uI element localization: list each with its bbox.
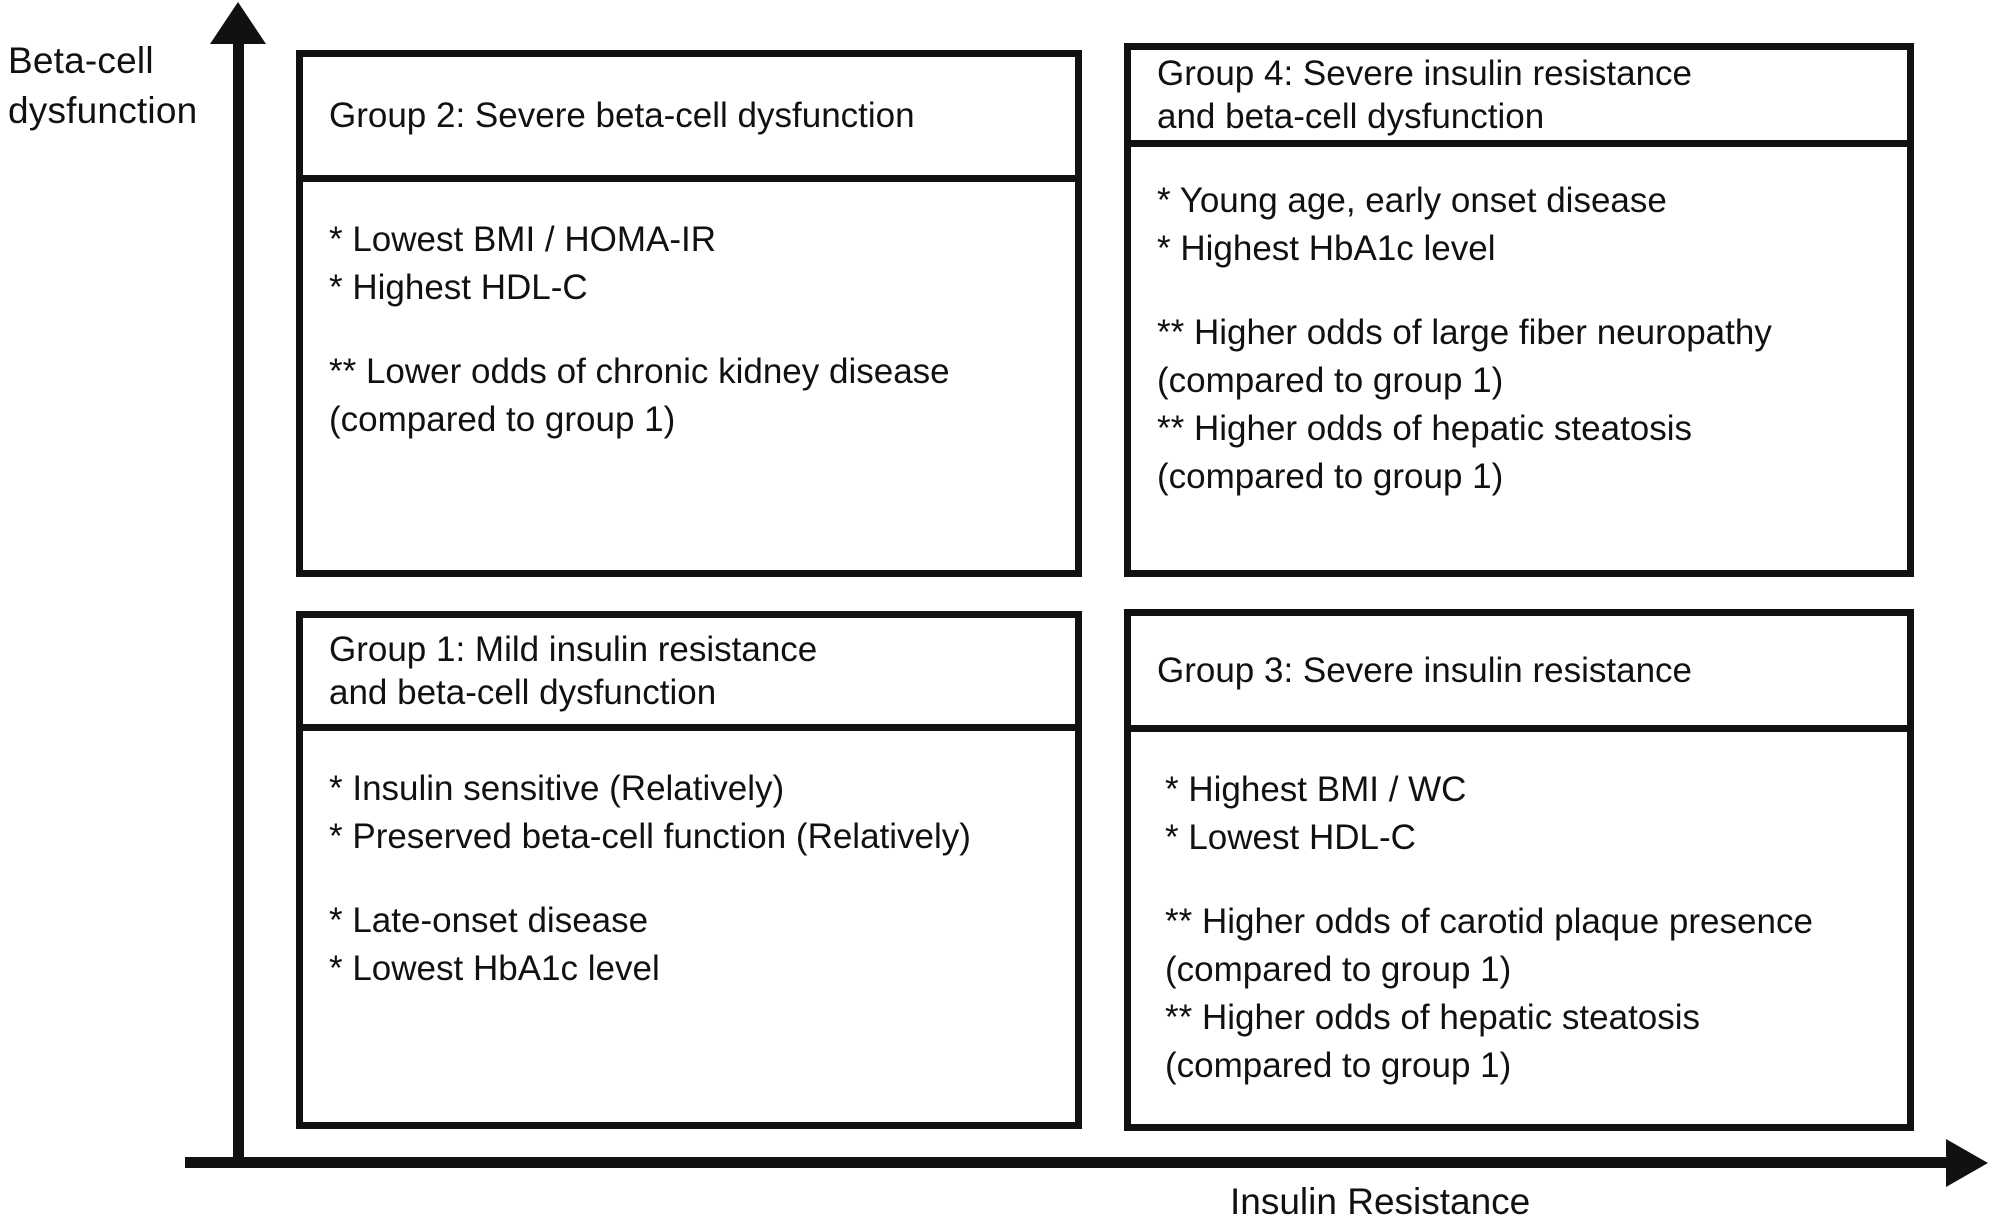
body-line: ** Higher odds of large fiber neuropathy bbox=[1157, 313, 1772, 352]
body-line: * Young age, early onset disease bbox=[1157, 181, 1667, 220]
body-line-spacer bbox=[329, 312, 1055, 348]
body-line: ** Higher odds of hepatic steatosis bbox=[1157, 409, 1693, 448]
body-line: (compared to group 1) bbox=[1165, 1046, 1512, 1085]
body-line: * Highest HbA1c level bbox=[1157, 229, 1496, 268]
body-line: * Highest HDL-C bbox=[329, 268, 588, 307]
body-line: ** Higher odds of carotid plaque presence bbox=[1165, 902, 1813, 941]
body-line: * Lowest HDL-C bbox=[1165, 818, 1416, 857]
quadrant-group-1-header bbox=[303, 618, 1075, 731]
body-line: * Lowest HbA1c level bbox=[329, 949, 660, 988]
quadrant-group-4-header bbox=[1131, 50, 1907, 147]
x-axis-label: Insulin Resistance bbox=[1230, 1181, 1531, 1222]
quadrant-group-3-body bbox=[1131, 732, 1907, 1124]
arrow-up-icon bbox=[210, 2, 266, 44]
quadrant-group-1-body bbox=[303, 731, 1075, 1122]
body-line: (compared to group 1) bbox=[1157, 361, 1504, 400]
y-axis-label-line-1: Beta-cell bbox=[8, 40, 154, 81]
title-line: Group 2: Severe beta-cell dysfunction bbox=[329, 96, 915, 135]
quadrant-group-2-title bbox=[329, 94, 915, 138]
body-line: * Lowest BMI / HOMA-IR bbox=[329, 220, 717, 259]
body-line: * Highest BMI / WC bbox=[1165, 770, 1467, 809]
body-line-spacer bbox=[1165, 862, 1887, 898]
body-line: * Preserved beta-cell function (Relatively) bbox=[329, 817, 971, 856]
body-line-spacer bbox=[329, 861, 1055, 897]
quadrant-group-1-title bbox=[329, 628, 817, 714]
body-line: ** Higher odds of hepatic steatosis bbox=[1165, 998, 1701, 1037]
quadrant-group-2-header bbox=[303, 57, 1075, 182]
quadrant-group-4-body bbox=[1131, 147, 1907, 570]
body-line: * Late-onset disease bbox=[329, 901, 649, 940]
title-line: and beta-cell dysfunction bbox=[1157, 97, 1545, 136]
y-axis-label bbox=[8, 36, 218, 136]
quadrant-group-4-title bbox=[1157, 52, 1692, 138]
title-line: Group 3: Severe insulin resistance bbox=[1157, 650, 1692, 690]
title-line: and beta-cell dysfunction bbox=[329, 673, 717, 712]
body-line: ** Lower odds of chronic kidney disease bbox=[329, 352, 950, 391]
x-axis-line bbox=[185, 1157, 1950, 1168]
quadrant-group-2-body bbox=[303, 182, 1075, 570]
quadrant-group-3-header bbox=[1131, 616, 1907, 732]
quadrant-group-3-title bbox=[1157, 649, 1692, 693]
title-line: Group 4: Severe insulin resistance bbox=[1157, 54, 1692, 93]
body-line-spacer bbox=[1157, 273, 1887, 309]
quadrant-group-1 bbox=[296, 611, 1082, 1129]
y-axis-label-line-2: dysfunction bbox=[8, 90, 198, 131]
title-line: Group 1: Mild insulin resistance bbox=[329, 630, 818, 669]
body-line: (compared to group 1) bbox=[329, 400, 676, 439]
body-line: * Insulin sensitive (Relatively) bbox=[329, 769, 785, 808]
body-line: (compared to group 1) bbox=[1157, 457, 1504, 496]
body-line: (compared to group 1) bbox=[1165, 950, 1512, 989]
quadrant-group-2 bbox=[296, 50, 1082, 577]
quadrant-group-4 bbox=[1124, 43, 1914, 577]
quadrant-group-3 bbox=[1124, 609, 1914, 1131]
y-axis-line bbox=[233, 34, 244, 1164]
